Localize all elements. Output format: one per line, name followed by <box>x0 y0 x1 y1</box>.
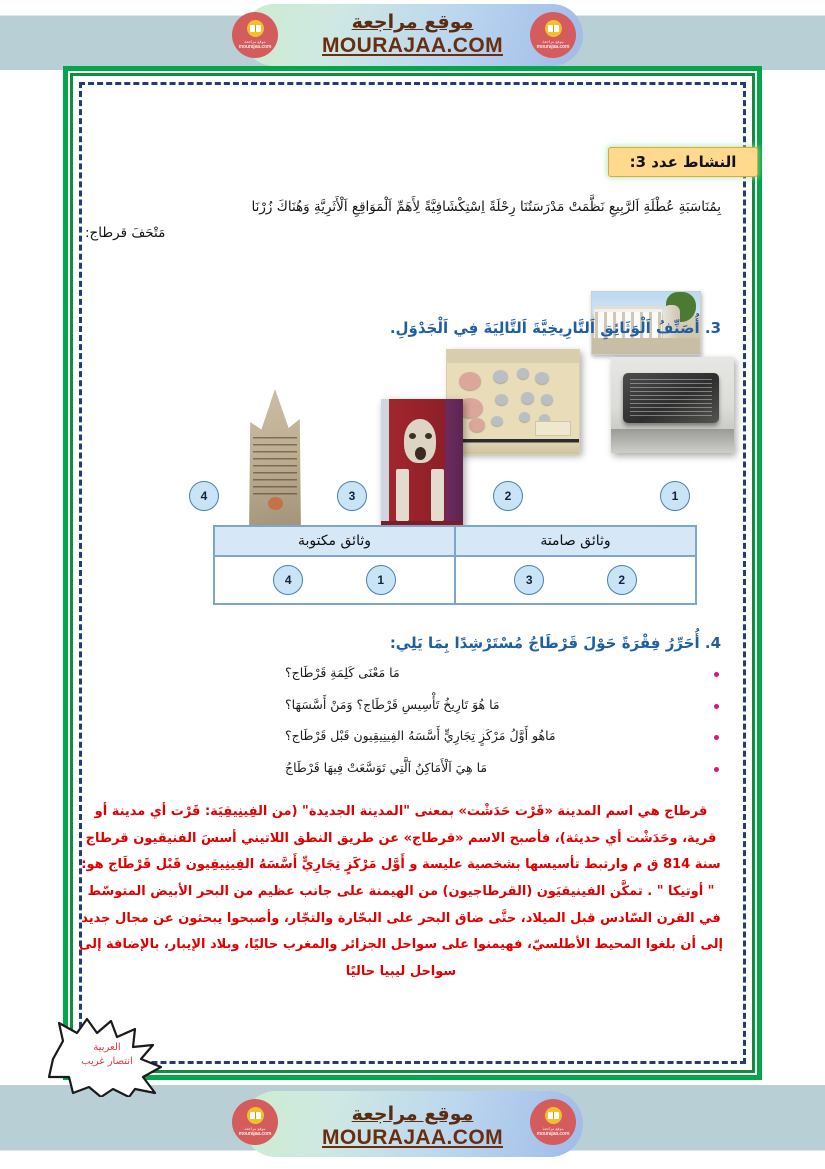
question-4-bullet-list <box>285 665 705 792</box>
bullet-text: مَاهُو أَوَّلُ مَرْكَزٍ تِجَارِيٍّ أَسَّسَهُ الفِينِيقِيون قَبْل قَرْطَاج؟ <box>285 728 556 744</box>
classification-table <box>213 525 697 605</box>
artifact-1-slab <box>623 373 719 423</box>
bullet-text: مَا مَعْنَى كَلِمَةِ قَرْطَاج؟ <box>285 665 400 680</box>
answer-line-7: وبلاد الإيبار، بالإضافة إلى سواحل ليبيا حاليًا <box>79 937 457 979</box>
pottery-shard <box>495 394 508 405</box>
worksheet-page <box>63 66 762 1080</box>
logo-caption-arabic: موقع مراجعة <box>542 38 564 44</box>
banner-site-url[interactable]: MOURAJAA.COM <box>322 1125 503 1149</box>
list-item <box>285 728 705 744</box>
artifact-3-canvas <box>381 399 463 539</box>
answer-bubble-2: 2 <box>607 565 637 595</box>
worksheet-content <box>79 97 737 1055</box>
answer-bubble-3: 3 <box>514 565 544 595</box>
display-case-label <box>535 421 571 436</box>
logo-caption-arabic: موقع مراجعة <box>244 1125 266 1131</box>
mask-mouth <box>415 447 426 460</box>
activity-number-badge <box>608 147 758 177</box>
bullet-text: مَا هُوَ تَارِيخُ تَأْسِيسِ قَرْطَاج؟ وَمَنْ أَسَّسَهَا؟ <box>285 696 500 712</box>
question-4-text: 4. أُحَرِّرُ فِقْرَةً حَوْلَ قَرْطَاجُ مُسْتَرْشِدًا بِمَا يَلِي: <box>389 634 721 652</box>
artifact-number-3: 3 <box>337 481 367 511</box>
intro-line-2: مَتْحَفَ قرطاج: <box>85 225 166 242</box>
table-header-written-documents: وثائق مكتوبة <box>214 526 455 556</box>
bullet-dot-icon <box>714 704 719 709</box>
answer-line-1: قرطاج هي اسم المدينة «قَرْت حَدَشْت» بمعنى "المدينة الجديدة" (من الفِينِيقِيَة: قَرْت أي مدينة أو <box>94 804 708 819</box>
site-logo-icon-bottom-left <box>232 1099 278 1145</box>
answer-paragraph <box>77 799 725 985</box>
site-logo-icon-top-left <box>232 12 278 58</box>
answer-line-6: يبحثون عن مجال جديد إلى أن بلغوا المحيط الأطلسيّ، فهيمنوا على سواحل الجزائر والمغرب حاليًا، <box>81 910 723 953</box>
site-logo-icon-top-right <box>530 12 576 58</box>
stele-inscription <box>253 437 297 497</box>
artifact-number-1: 1 <box>660 481 690 511</box>
artifact-image-4-funerary-stele <box>226 385 326 543</box>
intro-line-1: بِمُنَاسَبَةِ عُطْلَةِ اَلرَّبِيعِ نَظَّمَتْ مَدْرَسَتُنَا رِحْلَةً اِسْتِكْشَافِيَّةً لِأَهَمِّ اَلْمَوَاقِعِ اَلْأَثَرِيَّةِ وَهُنَاكَ زُرْنَا <box>251 199 721 215</box>
logo-caption <box>537 1126 570 1137</box>
logo-caption-url: mourajaa.com <box>536 43 570 50</box>
silent-documents-answers <box>457 558 694 602</box>
mask-eye-left <box>409 433 416 439</box>
bullet-dot-icon <box>714 672 719 677</box>
table-row <box>214 556 696 604</box>
answer-line-3: قرطاج سنة 814 ق م وارتبط تأسيسها بشخصية عليسة و أَوَّل مَرْكَزٍ تِجَارِيٍّ أَسَّسَهُ الفِينِيقِيون قَبْل <box>85 830 721 873</box>
question-3-text: 3. أُصَنِّفُ اَلْوَثَائِقِ اَلتَّارِيخِيَّةَ اَلتَّالِيَةَ فِي اَلْجَدْوَلِ. <box>389 319 721 337</box>
pottery-shard <box>541 394 553 405</box>
written-documents-answers <box>216 558 453 602</box>
bullet-dot-icon <box>714 767 719 772</box>
logo-caption-arabic: موقع مراجعة <box>542 1125 564 1131</box>
logo-caption-url: mourajaa.com <box>536 1130 570 1137</box>
list-item <box>285 665 705 681</box>
site-logo-icon-bottom-right <box>530 1099 576 1145</box>
bullet-text: مَا هِيَ اَلْأَمَاكِنُ اَلَّتِي تَوَسَّعَتْ فِيهَا قَرْطَاجُ <box>285 759 488 775</box>
logo-caption-url: mourajaa.com <box>238 1130 272 1137</box>
list-item <box>285 760 705 776</box>
logo-caption <box>537 39 570 50</box>
artifact-image-1-inscribed-slab <box>611 357 734 453</box>
artifact-1-canvas <box>611 357 734 453</box>
logo-caption-url: mourajaa.com <box>238 43 272 50</box>
book-icon <box>247 20 264 37</box>
activity-number-label: النشاط عدد 3: <box>629 153 737 171</box>
logo-caption <box>239 39 272 50</box>
stele-ochre-mark <box>268 497 283 510</box>
pottery-shard <box>459 372 481 390</box>
artifact-3-plinth <box>396 467 444 521</box>
artifact-1-base <box>611 429 734 453</box>
answer-line-2: قرية، وحَدَشْت أي حديثة)، فأصبح الاسم «قرطاج» عن طريق النطق اللاتيني أسسَ الفنيقيون <box>133 830 717 846</box>
artifact-4-canvas <box>226 385 326 543</box>
answer-bubble-1: 1 <box>366 565 396 595</box>
pottery-shard <box>493 370 508 383</box>
stamp-text <box>43 1041 171 1069</box>
pottery-shard <box>519 412 530 422</box>
answer-line-5: الأبيض المتوسّط في القرن السّادس قبل الميلاد، حتَّى ضاق البحر على البحّارة والتجّار، وأصبحوا <box>87 883 721 926</box>
stamp-line-2: انتصار غريب <box>81 1056 133 1067</box>
list-item <box>285 697 705 713</box>
banner-site-url[interactable]: MOURAJAA.COM <box>322 33 503 57</box>
book-icon <box>545 1107 562 1124</box>
pottery-shard <box>517 368 529 379</box>
intro-paragraph <box>81 194 721 247</box>
book-icon <box>247 1107 264 1124</box>
banner-title-top <box>322 13 503 57</box>
bottom-banner <box>0 1085 825 1169</box>
table-cell-written-documents[interactable] <box>214 556 455 604</box>
bullet-dot-icon <box>714 735 719 740</box>
museum-ground <box>592 338 700 354</box>
artifact-2-top-strip <box>447 350 579 363</box>
artifact-2-glass-edge <box>447 439 579 454</box>
logo-caption-arabic: موقع مراجعة <box>244 38 266 44</box>
banner-arabic-title: موقع مراجعة <box>351 11 474 33</box>
teacher-stamp <box>43 1015 171 1097</box>
pottery-shard <box>469 418 485 432</box>
book-icon <box>545 20 562 37</box>
table-cell-silent-documents[interactable] <box>455 556 696 604</box>
banner-arabic-title: موقع مراجعة <box>351 1103 474 1125</box>
artifact-image-3-punic-mask <box>381 399 463 539</box>
artifact-number-4: 4 <box>189 481 219 511</box>
pottery-shard <box>535 372 549 384</box>
pottery-shard <box>521 392 534 404</box>
worksheet-inner-border <box>79 82 746 1064</box>
stamp-line-1: العربية <box>93 1042 121 1053</box>
artifact-image-2-pottery-display <box>448 349 580 453</box>
artifact-2-canvas <box>446 349 580 455</box>
pottery-shard <box>491 416 503 426</box>
answer-bubble-4: 4 <box>273 565 303 595</box>
banner-title-bottom <box>322 1105 503 1149</box>
top-banner <box>0 0 825 70</box>
answer-line-4: قَرْطَاج هو: " أوتيكا " . تمكَّن الفينيقيَون (القرطاجيون) من الهيمنة على جانب عظيم من البحر <box>81 857 715 899</box>
table-header-row <box>214 526 696 556</box>
table-header-silent-documents: وثائق صامتة <box>455 526 696 556</box>
artifact-number-2: 2 <box>493 481 523 511</box>
logo-caption <box>239 1126 272 1137</box>
mask-eye-right <box>425 433 432 439</box>
